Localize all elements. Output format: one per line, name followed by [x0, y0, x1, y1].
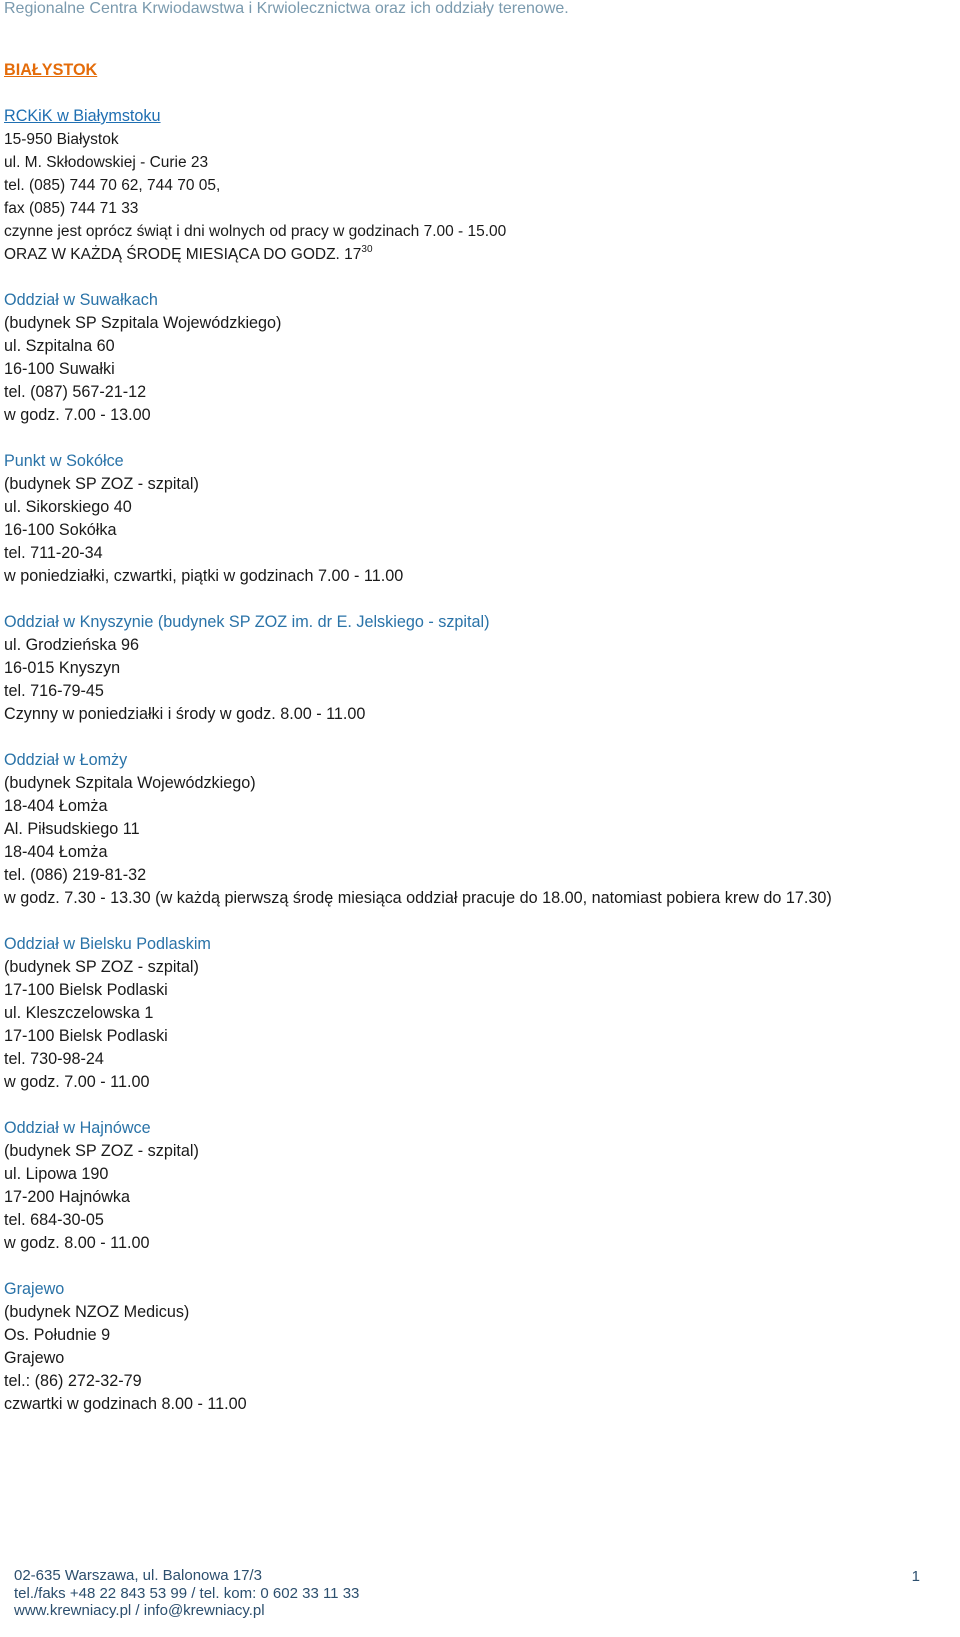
branch-line: tel. 730-98-24 — [4, 1050, 104, 1068]
main-center-name[interactable]: RCKiK w Białymstoku — [4, 107, 161, 125]
page-footer — [14, 1567, 359, 1620]
branch-title: Oddział w Bielsku Podlaskim — [4, 935, 211, 953]
main-center-line: ul. M. Skłodowskiej - Curie 23 — [4, 154, 209, 171]
branch-line: ul. Lipowa 190 — [4, 1165, 109, 1183]
spacer — [4, 82, 944, 105]
main-center-line: fax (085) 744 71 33 — [4, 200, 139, 217]
wednesday-text: ORAZ W KAŻDĄ ŚRODĘ MIESIĄCA DO GODZ. 17 — [4, 246, 362, 263]
branch-line: ul. Grodzieńska 96 — [4, 636, 139, 654]
main-center-line: tel. (085) 744 70 62, 744 70 05, — [4, 177, 221, 194]
spacer — [4, 910, 944, 933]
branch-line: 16-100 Suwałki — [4, 360, 115, 378]
branch-suwalki — [4, 289, 944, 427]
branch-line: w poniedziałki, czwartki, piątki w godzinach 7.00 - 11.00 — [4, 567, 404, 585]
branch-line: 17-100 Bielsk Podlaski — [4, 1027, 168, 1045]
wednesday-minutes: 30 — [361, 244, 373, 255]
branch-line: Czynny w poniedziałki i środy w godz. 8.00 - 11.00 — [4, 705, 366, 723]
branch-line: tel. (087) 567-21-12 — [4, 383, 147, 401]
branch-line: (budynek SP ZOZ - szpital) — [4, 1142, 199, 1160]
branch-title: Oddział w Łomży — [4, 751, 128, 769]
document-body — [4, 59, 944, 1416]
branch-sokolka — [4, 450, 944, 588]
branch-line: ul. Szpitalna 60 — [4, 337, 115, 355]
spacer — [4, 1255, 944, 1278]
main-center-block — [4, 105, 944, 266]
branch-line: tel. (086) 219-81-32 — [4, 866, 147, 884]
branch-line: tel.: (86) 272-32-79 — [4, 1372, 142, 1390]
branch-line: ul. Kleszczelowska 1 — [4, 1004, 154, 1022]
branch-line: 17-100 Bielsk Podlaski — [4, 981, 168, 999]
branch-title: Oddział w Hajnówce — [4, 1119, 151, 1137]
spacer — [4, 266, 944, 289]
branch-line: 17-200 Hajnówka — [4, 1188, 130, 1206]
footer-web[interactable]: www.krewniacy.pl / info@krewniacy.pl — [14, 1602, 265, 1619]
document-header: Regionalne Centra Krwiodawstwa i Krwiolecznictwa oraz ich oddziały terenowe. — [4, 0, 569, 17]
branch-title: Grajewo — [4, 1280, 65, 1298]
branch-line: (budynek NZOZ Medicus) — [4, 1303, 190, 1321]
branch-bielsk-podlaski — [4, 933, 944, 1094]
branch-knyszyn — [4, 611, 944, 726]
branch-line: 18-404 Łomża — [4, 843, 108, 861]
main-center-line: czynne jest oprócz świąt i dni wolnych od pracy w godzinach 7.00 - 15.00 — [4, 223, 507, 240]
spacer — [4, 588, 944, 611]
branch-line: 18-404 Łomża — [4, 797, 108, 815]
branch-line: 16-100 Sokółka — [4, 521, 117, 539]
branch-line: (budynek SP ZOZ - szpital) — [4, 958, 199, 976]
branch-hajnowka — [4, 1117, 944, 1255]
branch-line: w godz. 7.00 - 11.00 — [4, 1073, 150, 1091]
branch-line: w godz. 7.00 - 13.00 — [4, 406, 151, 424]
branch-line: tel. 684-30-05 — [4, 1211, 104, 1229]
footer-phones: tel./faks +48 22 843 53 99 / tel. kom: 0 602 33 11 33 — [14, 1584, 360, 1602]
region-heading[interactable]: BIAŁYSTOK — [4, 61, 98, 79]
branch-line: (budynek SP ZOZ - szpital) — [4, 475, 199, 493]
branch-line: ul. Sikorskiego 40 — [4, 498, 132, 516]
page-number: 1 — [911, 1568, 920, 1585]
branch-line: Al. Piłsudskiego 11 — [4, 820, 140, 838]
footer-address: 02-635 Warszawa, ul. Balonowa 17/3 — [14, 1567, 262, 1584]
branch-line: Os. Południe 9 — [4, 1326, 111, 1344]
spacer — [4, 1094, 944, 1117]
branch-line: czwartki w godzinach 8.00 - 11.00 — [4, 1395, 247, 1413]
branch-line: w godz. 8.00 - 11.00 — [4, 1234, 150, 1252]
branch-line: (budynek SP Szpitala Wojewódzkiego) — [4, 314, 282, 332]
branch-title: Oddział w Suwałkach — [4, 291, 158, 309]
branch-line: 16-015 Knyszyn — [4, 659, 121, 677]
branch-line: (budynek Szpitala Wojewódzkiego) — [4, 774, 256, 792]
spacer — [4, 726, 944, 749]
main-center-wednesday-hours — [4, 243, 944, 266]
branch-line: tel. 716-79-45 — [4, 682, 104, 700]
spacer — [4, 427, 944, 450]
main-center-line: 15-950 Białystok — [4, 131, 119, 148]
branch-title: Punkt w Sokółce — [4, 452, 124, 470]
branch-line: Grajewo — [4, 1349, 65, 1367]
branch-grajewo — [4, 1278, 944, 1416]
branch-lomza — [4, 749, 944, 910]
branch-line: tel. 711-20-34 — [4, 544, 103, 562]
branch-title: Oddział w Knyszynie (budynek SP ZOZ im. dr E. Jelskiego - szpital) — [4, 613, 490, 631]
branch-line: w godz. 7.30 - 13.30 (w każdą pierwszą środę miesiąca oddział pracuje do 18.00, natomiast pobiera krew do 17.30) — [4, 889, 832, 907]
